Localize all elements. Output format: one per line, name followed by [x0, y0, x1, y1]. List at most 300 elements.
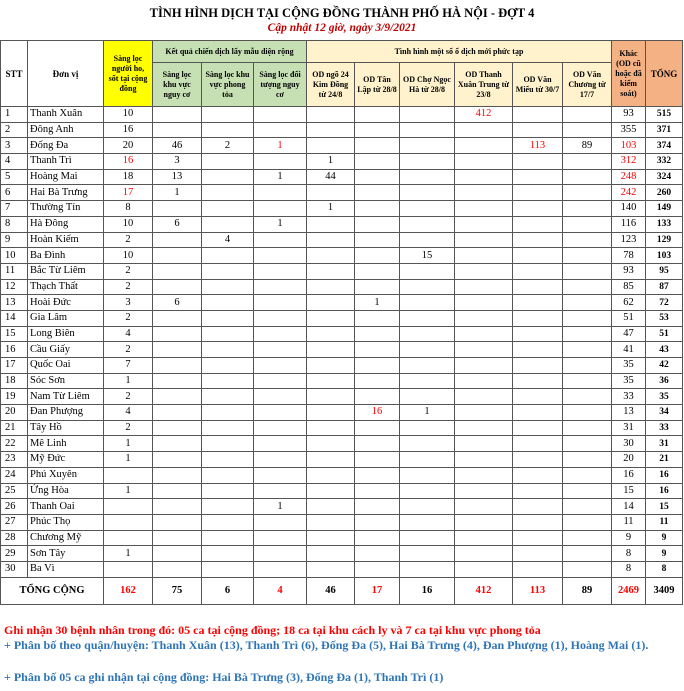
row-od-tanlap [355, 483, 400, 499]
row-od-vanmieu [513, 185, 563, 201]
row-stt: 1 [1, 107, 28, 123]
row-campaign-high-risk [153, 530, 202, 546]
row-od-kimdong [307, 452, 355, 468]
row-unit-name: Phúc Thọ [28, 514, 104, 530]
row-unit-name: Quốc Oai [28, 358, 104, 374]
row-fever: 10 [104, 107, 153, 123]
row-od-vanmieu [513, 358, 563, 374]
row-campaign-high-risk: 6 [153, 216, 202, 232]
row-od-kimdong [307, 279, 355, 295]
row-od-vanchuong [563, 169, 612, 185]
row-campaign-blockade [202, 546, 254, 562]
row-unit-name: Đan Phượng [28, 405, 104, 421]
row-od-chongoc [400, 436, 455, 452]
row-od-chongoc [400, 514, 455, 530]
row-unit-name: Thanh Xuân [28, 107, 104, 123]
row-campaign-target [254, 326, 307, 342]
row-od-chongoc [400, 107, 455, 123]
row-od-thanhxuan [455, 248, 513, 264]
totals-od-kimdong: 46 [307, 577, 355, 604]
header-od-vanmieu: OD Văn Miếu từ 30/7 [513, 63, 563, 107]
row-other: 51 [612, 310, 646, 326]
row-od-vanchuong [563, 483, 612, 499]
row-od-thanhxuan [455, 405, 513, 421]
row-od-vanchuong [563, 263, 612, 279]
row-od-vanmieu [513, 530, 563, 546]
row-campaign-blockade [202, 154, 254, 170]
totals-grand-total: 3409 [646, 577, 683, 604]
row-stt: 23 [1, 452, 28, 468]
row-campaign-blockade: 2 [202, 138, 254, 154]
row-od-chongoc [400, 122, 455, 138]
row-unit-name: Hoàng Mai [28, 169, 104, 185]
row-od-kimdong [307, 295, 355, 311]
row-campaign-target [254, 405, 307, 421]
row-od-kimdong [307, 185, 355, 201]
row-total: 332 [646, 154, 683, 170]
row-stt: 8 [1, 216, 28, 232]
row-stt: 29 [1, 546, 28, 562]
row-total: 36 [646, 373, 683, 389]
row-campaign-blockade [202, 122, 254, 138]
row-od-vanmieu [513, 499, 563, 515]
row-od-vanmieu [513, 436, 563, 452]
row-campaign-target: 1 [254, 216, 307, 232]
row-fever: 1 [104, 452, 153, 468]
row-campaign-blockade [202, 248, 254, 264]
row-total: 15 [646, 499, 683, 515]
table-row [1, 248, 683, 264]
row-od-kimdong [307, 232, 355, 248]
row-other: 93 [612, 263, 646, 279]
row-campaign-high-risk [153, 389, 202, 405]
totals-od-tanlap: 17 [355, 577, 400, 604]
table-row [1, 405, 683, 421]
row-unit-name: Ứng Hòa [28, 483, 104, 499]
row-fever: 16 [104, 154, 153, 170]
row-campaign-target: 1 [254, 169, 307, 185]
table-row [1, 201, 683, 217]
row-stt: 30 [1, 561, 28, 577]
row-other: 41 [612, 342, 646, 358]
row-od-thanhxuan [455, 326, 513, 342]
row-other: 103 [612, 138, 646, 154]
row-od-vanmieu: 113 [513, 138, 563, 154]
table-row [1, 232, 683, 248]
row-fever: 1 [104, 373, 153, 389]
note-district-distribution: + Phân bố theo quận/huyện: Thanh Xuân (13), Thanh Trì (6), Đống Đa (5), Hai Bà Trưng (4), Đan Phượng (1), Hoàng Mai (1). [4, 638, 649, 652]
row-stt: 2 [1, 122, 28, 138]
row-od-tanlap [355, 514, 400, 530]
row-od-thanhxuan [455, 232, 513, 248]
row-campaign-high-risk: 13 [153, 169, 202, 185]
table-row [1, 295, 683, 311]
row-fever [104, 514, 153, 530]
row-od-kimdong: 1 [307, 154, 355, 170]
row-campaign-blockade [202, 185, 254, 201]
row-other: 248 [612, 169, 646, 185]
row-od-thanhxuan [455, 279, 513, 295]
header-campaign-blockade: Sàng lọc khu vực phong tỏa [202, 63, 254, 107]
row-total: 515 [646, 107, 683, 123]
row-od-chongoc [400, 295, 455, 311]
row-unit-name: Gia Lâm [28, 310, 104, 326]
row-od-vanmieu [513, 405, 563, 421]
row-od-kimdong [307, 263, 355, 279]
row-od-vanmieu [513, 154, 563, 170]
row-stt: 15 [1, 326, 28, 342]
row-od-chongoc [400, 373, 455, 389]
row-od-chongoc [400, 483, 455, 499]
row-od-vanchuong [563, 373, 612, 389]
row-od-vanchuong [563, 420, 612, 436]
table-row [1, 310, 683, 326]
row-total: 51 [646, 326, 683, 342]
row-od-vanchuong [563, 546, 612, 562]
row-campaign-high-risk: 46 [153, 138, 202, 154]
row-fever: 8 [104, 201, 153, 217]
row-od-vanchuong [563, 514, 612, 530]
row-od-thanhxuan [455, 122, 513, 138]
totals-od-thanhxuan: 412 [455, 577, 513, 604]
row-campaign-blockade [202, 107, 254, 123]
row-stt: 4 [1, 154, 28, 170]
row-campaign-high-risk [153, 373, 202, 389]
row-od-tanlap [355, 326, 400, 342]
totals-label: TỔNG CỘNG [1, 577, 104, 604]
row-fever [104, 499, 153, 515]
row-od-thanhxuan [455, 154, 513, 170]
header-od-kimdong: OD ngõ 24 Kim Đồng từ 24/8 [307, 63, 355, 107]
row-campaign-high-risk [153, 483, 202, 499]
row-od-vanmieu [513, 514, 563, 530]
row-stt: 10 [1, 248, 28, 264]
header-od-tanlap: OD Tân Lập từ 28/8 [355, 63, 400, 107]
row-od-vanchuong [563, 232, 612, 248]
row-od-kimdong [307, 483, 355, 499]
row-od-thanhxuan [455, 185, 513, 201]
row-campaign-target [254, 154, 307, 170]
row-stt: 28 [1, 530, 28, 546]
row-campaign-blockade [202, 326, 254, 342]
table-row [1, 326, 683, 342]
row-campaign-blockade [202, 373, 254, 389]
row-od-tanlap [355, 373, 400, 389]
row-total: 133 [646, 216, 683, 232]
row-campaign-target [254, 248, 307, 264]
row-od-thanhxuan [455, 295, 513, 311]
row-other: 35 [612, 358, 646, 374]
header-group-campaign: Kết quả chiến dịch lấy mẫu diện rộng [153, 41, 307, 63]
row-od-thanhxuan [455, 373, 513, 389]
row-od-chongoc [400, 358, 455, 374]
row-campaign-target [254, 201, 307, 217]
row-od-vanchuong [563, 295, 612, 311]
totals-row [1, 577, 683, 604]
table-row [1, 263, 683, 279]
row-stt: 22 [1, 436, 28, 452]
row-campaign-target [254, 310, 307, 326]
row-od-vanmieu [513, 279, 563, 295]
row-od-tanlap [355, 122, 400, 138]
row-od-kimdong [307, 216, 355, 232]
row-od-kimdong [307, 420, 355, 436]
row-campaign-blockade [202, 279, 254, 295]
row-unit-name: Hoài Đức [28, 295, 104, 311]
row-od-thanhxuan [455, 483, 513, 499]
row-od-vanmieu [513, 389, 563, 405]
row-od-vanchuong [563, 358, 612, 374]
row-od-tanlap [355, 154, 400, 170]
row-od-chongoc [400, 138, 455, 154]
row-other: 11 [612, 514, 646, 530]
row-campaign-target [254, 483, 307, 499]
row-unit-name: Bắc Từ Liêm [28, 263, 104, 279]
row-total: 374 [646, 138, 683, 154]
row-od-kimdong [307, 546, 355, 562]
row-unit-name: Thạch Thất [28, 279, 104, 295]
row-campaign-blockade [202, 358, 254, 374]
row-fever: 4 [104, 326, 153, 342]
row-other: 123 [612, 232, 646, 248]
row-unit-name: Tây Hồ [28, 420, 104, 436]
row-campaign-high-risk [153, 405, 202, 421]
row-fever: 10 [104, 216, 153, 232]
row-stt: 6 [1, 185, 28, 201]
row-od-vanchuong [563, 561, 612, 577]
row-campaign-blockade [202, 483, 254, 499]
row-od-kimdong [307, 310, 355, 326]
row-od-vanmieu [513, 546, 563, 562]
row-unit-name: Mê Linh [28, 436, 104, 452]
row-total: 43 [646, 342, 683, 358]
row-stt: 11 [1, 263, 28, 279]
row-unit-name: Đông Anh [28, 122, 104, 138]
row-od-tanlap [355, 185, 400, 201]
row-od-tanlap [355, 201, 400, 217]
row-od-kimdong: 44 [307, 169, 355, 185]
table-row [1, 561, 683, 577]
row-od-vanmieu [513, 467, 563, 483]
row-campaign-target [254, 514, 307, 530]
row-campaign-blockade [202, 201, 254, 217]
row-od-thanhxuan [455, 420, 513, 436]
row-total: 149 [646, 201, 683, 217]
row-other: 16 [612, 467, 646, 483]
row-campaign-high-risk [153, 499, 202, 515]
row-other: 31 [612, 420, 646, 436]
row-unit-name: Chương Mỹ [28, 530, 104, 546]
row-od-chongoc [400, 326, 455, 342]
row-fever [104, 530, 153, 546]
row-od-tanlap [355, 107, 400, 123]
row-od-tanlap [355, 263, 400, 279]
row-campaign-target [254, 561, 307, 577]
table-row [1, 546, 683, 562]
row-fever: 7 [104, 358, 153, 374]
row-unit-name: Đống Đa [28, 138, 104, 154]
row-od-chongoc [400, 310, 455, 326]
row-campaign-target [254, 420, 307, 436]
header-od-vanchuong: OD Văn Chương từ 17/7 [563, 63, 612, 107]
row-unit-name: Hà Đông [28, 216, 104, 232]
row-campaign-high-risk: 1 [153, 185, 202, 201]
row-od-vanmieu [513, 310, 563, 326]
row-od-chongoc [400, 169, 455, 185]
totals-od-chongoc: 16 [400, 577, 455, 604]
row-other: 8 [612, 561, 646, 577]
row-od-kimdong: 1 [307, 201, 355, 217]
row-campaign-target: 1 [254, 138, 307, 154]
row-campaign-blockade [202, 295, 254, 311]
row-other: 85 [612, 279, 646, 295]
row-od-vanchuong [563, 185, 612, 201]
row-other: 78 [612, 248, 646, 264]
row-od-thanhxuan [455, 310, 513, 326]
row-od-tanlap [355, 358, 400, 374]
row-od-vanchuong [563, 122, 612, 138]
row-total: 9 [646, 546, 683, 562]
table-row [1, 122, 683, 138]
row-od-chongoc [400, 452, 455, 468]
row-od-tanlap [355, 467, 400, 483]
row-od-kimdong [307, 326, 355, 342]
row-stt: 13 [1, 295, 28, 311]
row-campaign-target [254, 467, 307, 483]
row-campaign-target [254, 295, 307, 311]
row-unit-name: Nam Từ Liêm [28, 389, 104, 405]
row-total: 34 [646, 405, 683, 421]
row-other: 140 [612, 201, 646, 217]
row-od-thanhxuan [455, 216, 513, 232]
row-unit-name: Ba Đình [28, 248, 104, 264]
table-row [1, 154, 683, 170]
row-stt: 16 [1, 342, 28, 358]
row-total: 11 [646, 514, 683, 530]
row-total: 324 [646, 169, 683, 185]
row-stt: 27 [1, 514, 28, 530]
row-od-vanmieu [513, 561, 563, 577]
row-od-vanmieu [513, 373, 563, 389]
row-fever: 20 [104, 138, 153, 154]
row-od-kimdong [307, 467, 355, 483]
row-campaign-high-risk [153, 107, 202, 123]
row-od-thanhxuan [455, 436, 513, 452]
row-unit-name: Hai Bà Trưng [28, 185, 104, 201]
row-od-vanchuong [563, 389, 612, 405]
row-od-thanhxuan [455, 169, 513, 185]
row-unit-name: Ba Vì [28, 561, 104, 577]
row-od-tanlap [355, 499, 400, 515]
row-od-tanlap [355, 452, 400, 468]
row-total: 9 [646, 530, 683, 546]
row-od-chongoc [400, 185, 455, 201]
table-row [1, 169, 683, 185]
row-od-vanchuong [563, 467, 612, 483]
row-od-vanmieu [513, 216, 563, 232]
row-campaign-high-risk [153, 122, 202, 138]
row-fever: 2 [104, 389, 153, 405]
header-screen-fever: Sàng lọc người ho, sốt tại cộng đồng [104, 41, 153, 107]
row-od-vanmieu [513, 122, 563, 138]
row-campaign-target [254, 373, 307, 389]
row-od-tanlap [355, 232, 400, 248]
row-od-tanlap [355, 342, 400, 358]
row-od-thanhxuan [455, 561, 513, 577]
row-other: 242 [612, 185, 646, 201]
row-campaign-target [254, 279, 307, 295]
row-od-chongoc [400, 389, 455, 405]
row-od-tanlap [355, 436, 400, 452]
row-fever: 10 [104, 248, 153, 264]
row-od-thanhxuan [455, 530, 513, 546]
row-od-tanlap: 16 [355, 405, 400, 421]
row-od-kimdong [307, 358, 355, 374]
row-other: 116 [612, 216, 646, 232]
table-row [1, 138, 683, 154]
row-stt: 20 [1, 405, 28, 421]
row-od-vanchuong [563, 530, 612, 546]
row-fever [104, 467, 153, 483]
row-other: 33 [612, 389, 646, 405]
row-od-tanlap [355, 169, 400, 185]
row-campaign-target [254, 263, 307, 279]
row-fever: 17 [104, 185, 153, 201]
row-od-tanlap [355, 248, 400, 264]
row-od-tanlap [355, 389, 400, 405]
row-fever: 3 [104, 295, 153, 311]
row-other: 15 [612, 483, 646, 499]
table-row [1, 185, 683, 201]
row-od-chongoc [400, 467, 455, 483]
row-od-tanlap [355, 279, 400, 295]
row-od-tanlap [355, 138, 400, 154]
row-od-kimdong [307, 373, 355, 389]
row-od-thanhxuan [455, 389, 513, 405]
row-campaign-target: 1 [254, 499, 307, 515]
row-campaign-target [254, 389, 307, 405]
header-stt: STT [1, 41, 28, 107]
row-other: 312 [612, 154, 646, 170]
row-od-vanchuong [563, 248, 612, 264]
row-campaign-blockade [202, 514, 254, 530]
row-campaign-blockade [202, 389, 254, 405]
row-total: 33 [646, 420, 683, 436]
row-other: 8 [612, 546, 646, 562]
table-row [1, 342, 683, 358]
row-stt: 12 [1, 279, 28, 295]
table-row [1, 483, 683, 499]
header-group-outbreak: Tình hình một số ổ dịch mới phức tạp [307, 41, 612, 63]
row-od-vanchuong [563, 436, 612, 452]
row-od-chongoc: 15 [400, 248, 455, 264]
row-other: 30 [612, 436, 646, 452]
row-unit-name: Cầu Giấy [28, 342, 104, 358]
row-od-kimdong [307, 389, 355, 405]
row-fever: 1 [104, 436, 153, 452]
row-campaign-target [254, 107, 307, 123]
row-total: 72 [646, 295, 683, 311]
row-fever: 4 [104, 405, 153, 421]
row-od-thanhxuan [455, 452, 513, 468]
row-total: 21 [646, 452, 683, 468]
header-other: Khác (OD cũ hoặc đã kiểm soát) [612, 41, 646, 107]
row-campaign-high-risk [153, 342, 202, 358]
row-stt: 7 [1, 201, 28, 217]
row-campaign-blockade [202, 342, 254, 358]
row-campaign-high-risk [153, 248, 202, 264]
row-campaign-blockade [202, 467, 254, 483]
